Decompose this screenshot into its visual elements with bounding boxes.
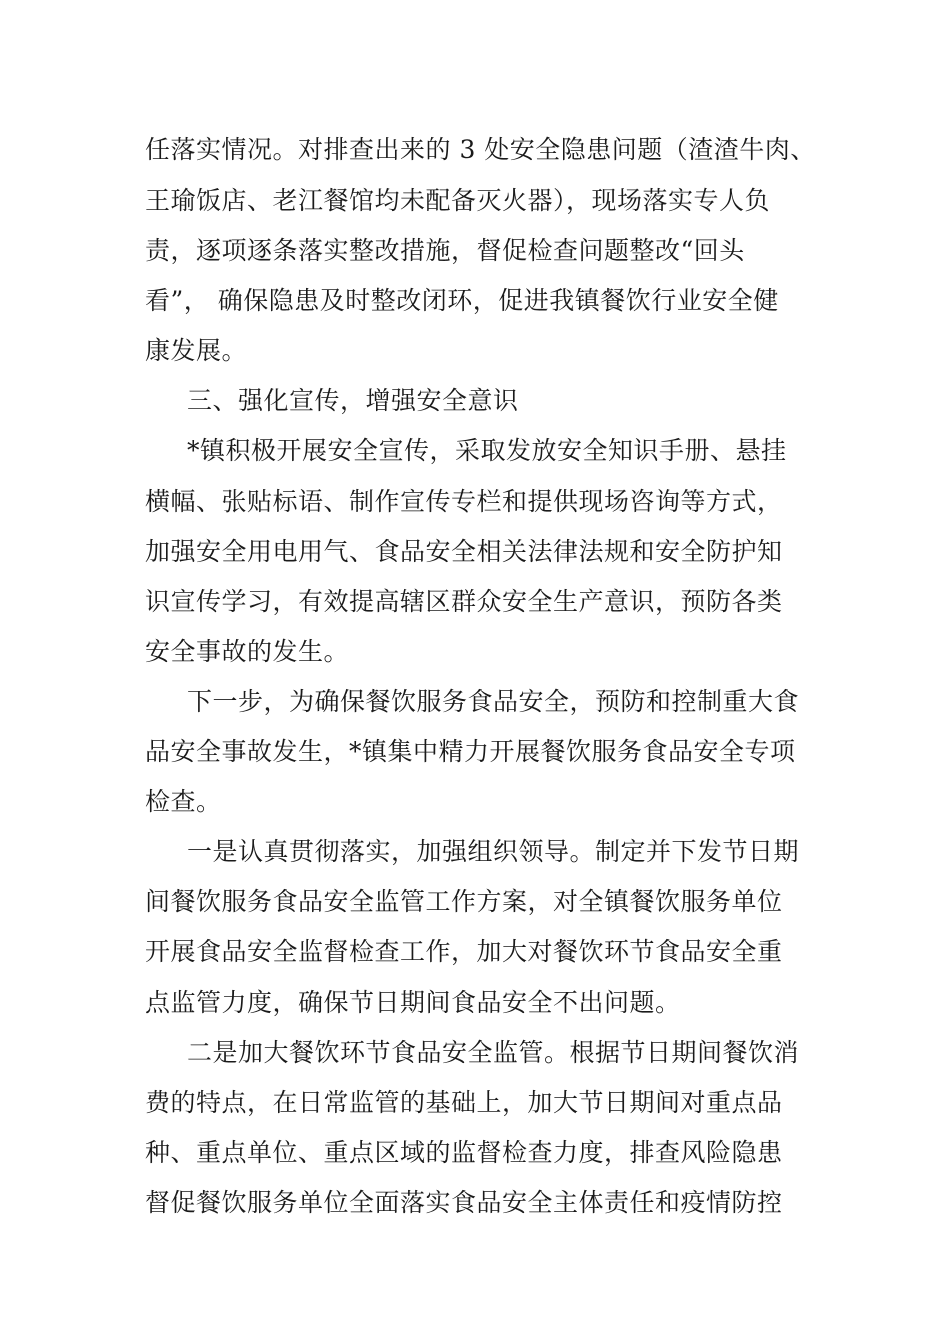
- text-line: 一是认真贯彻落实，加强组织领导。制定并下发节日期: [187, 837, 800, 866]
- text-line: *镇积极开展安全宣传，采取发放安全知识手册、悬挂: [187, 436, 787, 465]
- text-line: 种、重点单位、重点区域的监督检查力度，排查风险隐患: [145, 1138, 783, 1167]
- text-line: 王瑜饭店、老江餐馆均未配备灭火器），现场落实专人负: [145, 186, 771, 215]
- text-line: 责，逐项逐条落实整改措施，督促检查问题整改“回头: [145, 236, 745, 265]
- text-line: 下一步，为确保餐饮服务食品安全，预防和控制重大食: [187, 687, 800, 716]
- text-line: 加强安全用电用气、食品安全相关法律法规和安全防护知: [145, 537, 783, 566]
- text-line: 任落实情况。对排查出来的 3 处安全隐患问题（渣渣牛肉、: [145, 135, 816, 164]
- text-line: 识宣传学习，有效提高辖区群众安全生产意识，预防各类: [145, 587, 783, 616]
- text-line: 看”， 确保隐患及时整改闭环，促进我镇餐饮行业安全健: [145, 286, 779, 315]
- text-line: 横幅、张贴标语、制作宣传专栏和提供现场咨询等方式，: [145, 487, 783, 516]
- text-line: 二是加大餐饮环节食品安全监管。根据节日期间餐饮消: [187, 1038, 800, 1067]
- text-line: 品安全事故发生，*镇集中精力开展餐饮服务食品安全专项: [145, 737, 796, 766]
- text-line: 安全事故的发生。: [145, 637, 350, 666]
- text-line: 间餐饮服务食品安全监管工作方案，对全镇餐饮服务单位: [145, 887, 783, 916]
- text-line: 检查。: [145, 787, 222, 816]
- text-line: 督促餐饮服务单位全面落实食品安全主体责任和疫情防控: [145, 1188, 783, 1217]
- text-line: 开展食品安全监督检查工作，加大对餐饮环节食品安全重: [145, 937, 783, 966]
- text-line: 康发展。: [145, 336, 248, 365]
- section-heading: 三、强化宣传，增强安全意识: [187, 386, 519, 415]
- text-line: 点监管力度，确保节日期间食品安全不出问题。: [145, 988, 681, 1017]
- text-line: 费的特点，在日常监管的基础上，加大节日期间对重点品: [145, 1088, 783, 1117]
